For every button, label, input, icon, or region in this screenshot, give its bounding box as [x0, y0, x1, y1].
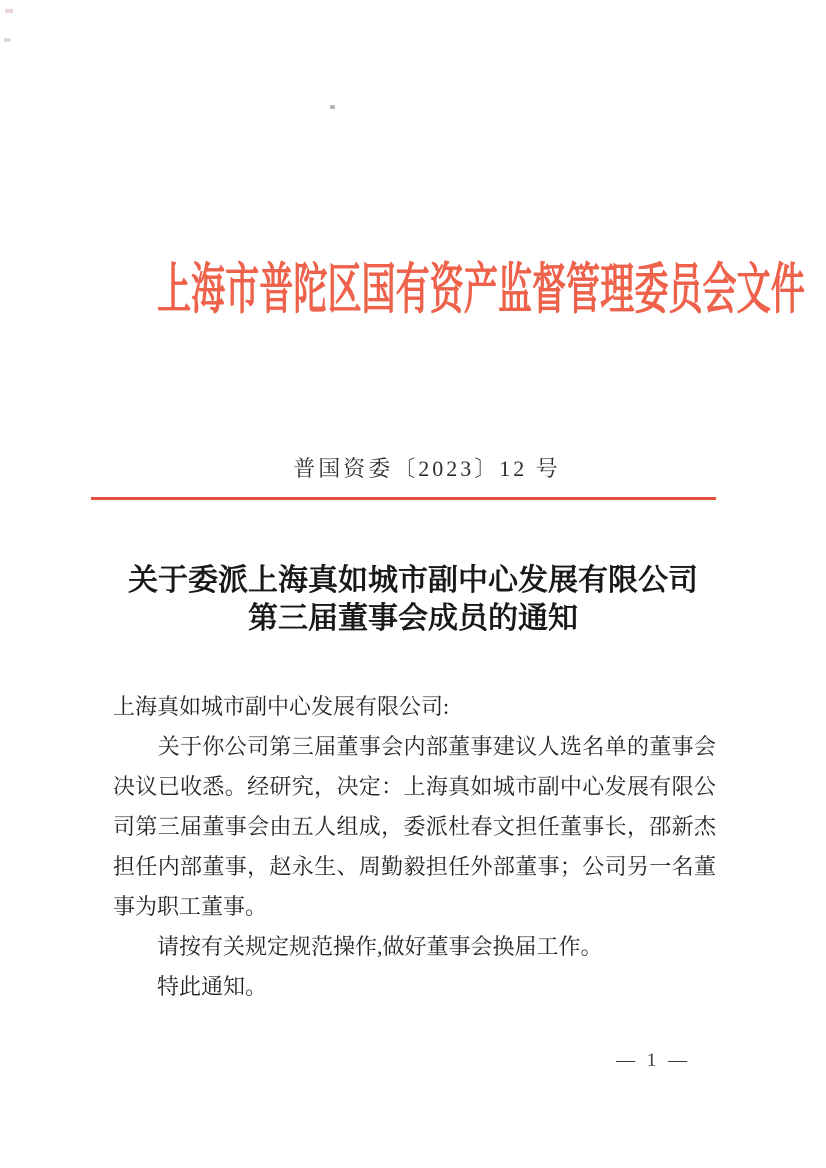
body-line: 事为职工董事。 [113, 894, 268, 919]
body-line-closing: 特此通知。 [113, 974, 268, 999]
page-number: — 1 — [616, 1050, 689, 1071]
body-line: 请按有关规定规范操作,做好董事会换届工作。 [113, 934, 603, 959]
issuing-authority-header: 上海市普陀区国有资产监督管理委员会文件 [156, 259, 805, 320]
scan-artifact-speck [330, 105, 335, 109]
body-line-salutation: 上海真如城市副中心发展有限公司: [113, 694, 450, 719]
body-line: 关于你公司第三届董事会内部董事建议人选名单的董事会 [113, 734, 716, 759]
scan-artifact-speck [4, 38, 11, 42]
document-title-line1: 关于委派上海真如城市副中心发展有限公司 [128, 564, 698, 597]
document-body [113, 687, 716, 1007]
document-number: 普国资委〔2023〕12 号 [293, 456, 561, 481]
body-line: 担任内部董事，赵永生、周勤毅担任外部董事；公司另一名董 [113, 854, 716, 879]
body-line: 决议已收悉。经研究，决定：上海真如城市副中心发展有限公 [113, 774, 716, 799]
document-title [0, 562, 826, 638]
document-title-line2: 第三届董事会成员的通知 [248, 602, 578, 635]
red-separator-line [91, 497, 716, 500]
scan-artifact-speck [5, 9, 13, 13]
body-line: 司第三届董事会由五人组成，委派杜春文担任董事长，邵新杰 [113, 814, 716, 839]
